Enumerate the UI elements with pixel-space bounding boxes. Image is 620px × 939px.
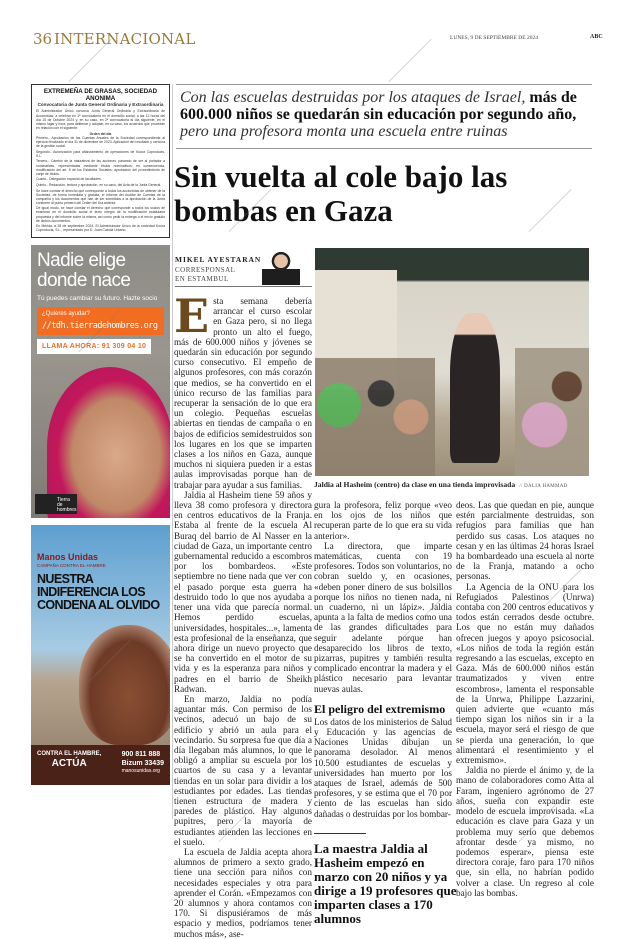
paragraph-text: sta semana debería arrancar el curso escolar en Gaza pero, si no llega pronto un alto el fuego, más de 600.000 niños y jóvenes se quedarán sin educación por segundo curso consecutivo. El empeño de algunos profesores, con más corazón que medios, se ha convertido en el único recurso de las familias para recuperar la sensación de lo que era un colegio. Pequeñas escuelas abiertas en tiendas de campaña o en bajos de edificios semidestruidos son los lugares en los que se imparten clases a los niños en Gaza, aunque muchos ni siquiera pueden ir a estas aulas improvisadas porque han de trabajar para ayudar a sus familias.	[174, 296, 312, 490]
ad-phone: 900 811 888	[121, 750, 161, 758]
subhead-text: Con las escuelas destruidas por los ataques de Israel,	[180, 89, 530, 106]
body-paragraph: Jaldia no pierde el ánimo y, de la mano de colaboradores como Atta al Faram, ingeniero agrónomo de 27 años, sueña con expandir este modelo de escuela improvisada. «La educación es clave para Gaza y un problema muy serio que debemos afrontar desde ya mismo, no podemos esperar», piensa este directora coraje, faro para 170 niños que, sin ella, no habrían podido volver a clase. Un regreso al cole bajo las bombas.	[456, 765, 594, 898]
pull-quote: La maestra Jaldia al Hasheim empezó en marzo con 20 niños y ya dirige a 19 profesores que imparten clases a 170 alumnos	[314, 840, 457, 926]
article-column-3	[456, 500, 594, 898]
body-paragraph: La directora, que imparte matemáticas, cuenta con 19 profesores. Todos son voluntarios, no cobran sueldo y, en ocasiones, «deben poner dinero de sus bolsillos porque los niños no tienen nada, ni un cuaderno, ni un lápiz». Jaldia apunta a la falta de medios como una de las grandes dificultades para seguir adelante porque han desaparecido los libros de texto, pizarras, pupitres y también resulta complicado encontrar la madera y el plástico necesario para levantar nuevas aulas.	[314, 540, 452, 694]
ad-title: Nadie elige donde nace	[37, 249, 131, 291]
ad-woman-photo	[79, 625, 170, 745]
article-column-2	[314, 500, 457, 926]
drop-cap: E	[174, 289, 210, 343]
legal-item: Primero.- Aprobación de las Cuentas Anuales de la Sociedad correspondiente al ejercicio finalizado el día 31 de diciembre de 2023. Aplicación del resultado y censura de la gestión social.	[36, 135, 165, 149]
legal-closing: Se hace constar el derecho que corresponde a todos los accionistas de obtener de la Sociedad, de forma inmediata y gratuita, el Informe del Auditor de Cuentas de la compañía y los documentos que han de ser sometidos a la aprobación de la Junta conforme al punto primero del Orden del Día anterior.	[36, 188, 165, 205]
ad-cta-box[interactable]	[37, 307, 164, 335]
article-photo	[315, 248, 589, 476]
ad-footer-left	[37, 750, 101, 780]
body-paragraph: La Agencia de la ONU para los Refugiados Palestinos (Unrwa) contaba con 200 centros educativos y todos están cerrados desde octubre. Los que no están muy dañados ofrecen juegos y apoyo psicosocial. «Los niños de toda la región están regresando a las escuelas, excepto en Gaza. Más de 600.000 niños están traumatizados y viven entre escombros», lamenta el responsable de la Unrwa, Philippe Lazzarini, quien advierte que «cuanto más tiempo sigan los niños sin ir a la escuela, mayor será el riesgo de que se pierda una generación, lo que alimentará el resentimiento y el extremismo».	[456, 581, 594, 766]
photo-caption-line	[314, 478, 604, 491]
subhead-text: pero una profesora monta una escuela entre ruinas	[180, 123, 508, 140]
article-column-1	[174, 289, 312, 939]
pullquote-rule	[314, 833, 366, 834]
ad-footer-right	[122, 750, 164, 780]
tierra-de-hombres-logo: Tierra de hombres	[35, 494, 77, 514]
paper-name: ABC	[590, 34, 603, 40]
legal-item: Tercero.- Cambio de la naturaleza de las acciones, pasando de ser al portador a nominativas, representadas mediante títulos nominativos; en consecuencia, modificación del art. 6 de los Estatutos Sociales; aprobación del procedimiento de canje de títulos.	[36, 159, 165, 176]
section-title: INTERNACIONAL	[54, 30, 196, 48]
ad-footer-line: CONTRA EL HAMBRE,	[37, 750, 102, 757]
children-group	[515, 348, 589, 476]
abc-watermark-mark	[388, 39, 431, 82]
manos-unidas-logo: Manos Unidas	[37, 551, 99, 562]
body-paragraph	[174, 289, 312, 490]
left-column	[31, 84, 170, 785]
ad-url-link[interactable]: //tdh.tierradehombres.org	[42, 320, 158, 331]
photo-credit: // DALIA HAMMAD	[519, 484, 568, 489]
subhead-rule	[176, 148, 592, 149]
ad-headline: NUESTRA INDIFERENCIA LOS CONDENA AL OLVIDO	[37, 571, 160, 612]
legal-item: Quinto.- Redacción, lectura y aprobación, en su caso, del Acta de la Junta General.	[36, 182, 162, 187]
ad-manos-unidas[interactable]	[31, 525, 170, 785]
ad-tierra-de-hombres[interactable]	[31, 245, 170, 518]
children-group	[315, 358, 435, 476]
legal-company: EXTREMEÑA DE GRASAS, SOCIEDAD ANONIMA	[43, 88, 158, 102]
subhead-rule	[176, 84, 592, 85]
body-paragraph: Jaldia al Hasheim tiene 59 años y lleva 38 como profesora y directora en centros educativos de la Franja. Estaba al frente de la escuela Al Buraq del barrio de Al Nasser en la ciudad de Gaza, un importante centro gubernamental reducido a escombros por los bombardeos. «Este septiembre no tiene nada que ver con el pasado porque esta guerra ha destruido todo lo que nos ayudaba a tener una vida que parecía normal. Hemos perdido escuelas, universidades, hospitales...», lamenta esta profesional de la enseñanza, que ahora dirige un nuevo proyecto que se ha convertido en el motor de su vida y es la esperanza para niños y padres en el barrio de Sheikh Radwan.	[174, 489, 312, 694]
legal-intro: El Administrador Único convoca Junta General Ordinaria y Extraordinaria de Accionistas, a celebrar en 1ª convocatoria en el domicilio social, a las 12 horas del día 15 de Octubre 2024 y, en su caso, en 2ª convocatoria al día siguiente, en el mismo lugar y hora, para deliberar y adoptar, en su caso, los acuerdos que procedan en relación con el siguiente:	[36, 109, 165, 130]
legal-closing: En Mérida, a 28 de septiembre 2024. El Administrador Único de la sociedad Koura Coproducts, S.L., representado por D. Juan Cabolá Urbano.	[36, 224, 165, 233]
article-headline: Sin vuelta al cole bajo las bombas en Gaza	[174, 159, 508, 228]
ad-question: ¿Quieres ayudar?	[42, 310, 91, 317]
author-role: CORRESPONSAL	[175, 266, 236, 274]
page-number: 36	[33, 30, 53, 48]
legal-order-title: Orden del día	[89, 131, 112, 136]
legal-title: Convocatoria de Junta General Ordinaria y Extraordinaria	[37, 102, 164, 107]
body-paragraph: gura la profesora, feliz porque «veo en los ojos de los niños que recuperan parte de lo que era su vida anterior».	[314, 500, 452, 541]
ad-url-link[interactable]: manosunidas.org	[121, 767, 160, 774]
ad-phone: LLAMA AHORA: 91 309 04 10	[37, 339, 151, 354]
ad-subtitle: Tú puedes cambiar su futuro. Hazte socio	[37, 294, 158, 302]
section-subheading: El peligro del extremismo	[314, 701, 446, 716]
ad-campaign: CAMPAÑA CONTRA EL HAMBRE	[37, 562, 106, 568]
body-paragraph: Los datos de los ministerios de Salud y Educación y las agencias de Naciones Unidas dibujan un panorama desolador. Al menos 10.500 estudiantes de escuelas y universidades han muerto por los ataques de Israel, además de 500 profesores, y se estima que el 70 por ciento de las escuelas han sido dañadas o destruidas por los bombar-	[314, 716, 452, 819]
article-subheadline	[180, 89, 590, 140]
byline-rule	[175, 286, 312, 287]
legal-notice	[31, 84, 170, 238]
column-divider	[172, 84, 173, 819]
photo-caption: Jaldia al Hasheim (centro) da clase en una tienda improvisada	[314, 480, 516, 489]
author-photo	[262, 250, 300, 285]
ad-footer-action: ACTÚA	[51, 757, 87, 769]
teacher-figure	[450, 313, 500, 463]
legal-item: Cuarto.- Delegación especial de facultades.	[36, 177, 102, 182]
ad-bizum: Bizum 33439	[121, 759, 164, 767]
body-paragraph: deos. Las que quedan en pie, aunque estén parcialmente destruidas, son refugios para familias que han perdido sus casas. Los ataques no cesan y en las últimas 24 horas Israel ha bombardeado una escuela al norte de la Franja, matando a ocho personas.	[456, 500, 594, 582]
issue-date: LUNES, 9 DE SEPTIEMBRE DE 2024	[450, 35, 538, 41]
author-name: MIKEL AYESTARAN	[175, 255, 262, 264]
body-paragraph: La escuela de Jaldia acepta ahora alumnos de primero a sexto grado, tiene una sección para niños con necesidades especiales y otra para aprender el Corán. «Empezamos con 20 alumnos y ahora contamos con 170. Si dispusiéramos de más espacio y medios, podríamos tener muchos más», ase-	[174, 846, 312, 939]
body-paragraph: En marzo, Jaldia no podía aguantar más. Con permiso de los vecinos, adecuó un bajo de su edificio y abrió un aula para el vecindario. Su sorpresa fue que día a día llegaban más alumnos, lo que le obligó a ampliar su escuela por los cuartos de su casa y a levantar tiendas en un solar para dividir a los estudiantes por edades. Las tiendas tienen estructura de madera y paredes de plástico. Hay algunos pupitres, pero la mayoría de estudiantes atienden las lecciones en el suelo.	[174, 693, 312, 847]
subhead-emphasis: más de 600.000 niños se quedarán sin educación por segundo año,	[180, 89, 577, 123]
author-location: EN ESTAMBUL	[175, 275, 229, 283]
legal-item: Segundo.- Autorización para afianzamiento de operaciones de Koura Coproducts, S.L.	[36, 149, 165, 158]
legal-closing: De igual modo, se hace constar el derecho que corresponde a todos los socios de examinar en el domicilio social el texto íntegro de la modificación estatutaria propuesta y del informe sobre la misma, así como pedir la entrega o el envío gratuito de dichos documentos.	[36, 206, 165, 223]
ad-footer	[31, 745, 170, 785]
